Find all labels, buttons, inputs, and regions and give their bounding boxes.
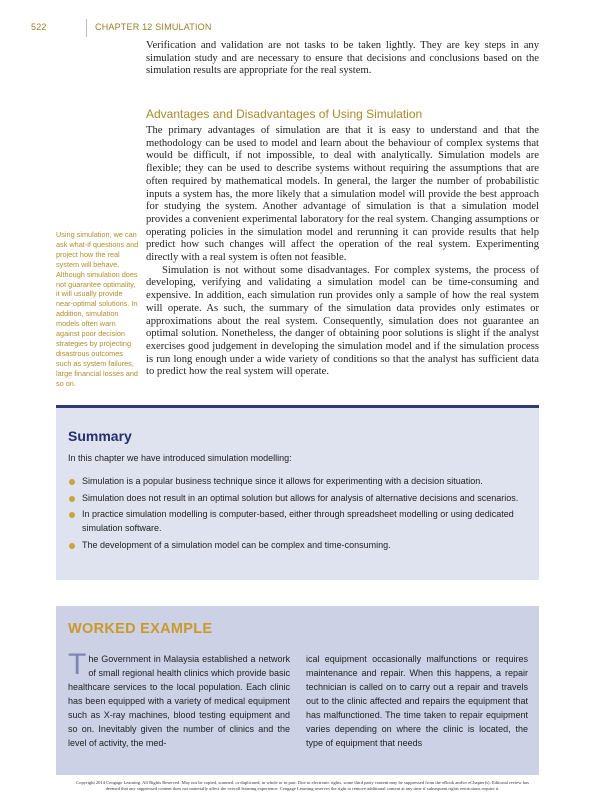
header-divider	[86, 19, 87, 37]
worked-example-column-1	[68, 648, 290, 750]
summary-item	[68, 492, 528, 506]
intro-paragraph-block	[146, 40, 539, 78]
worked-example-text-1: he Government in Malaysia established a network of small regional health clinics which provide basic healthcare services to the local population. Each clinic has been equipped with a variety of medical equipment such as X-ray machines, blood testing equipment and so on. Inevitably given the number of clinics and the level of activity, the med-	[68, 654, 290, 748]
summary-item	[68, 539, 528, 553]
summary-list	[68, 475, 528, 556]
worked-example-box	[56, 606, 539, 775]
section-heading: Advantages and Disadvantages of Using Simulation	[146, 107, 423, 121]
intro-paragraph: Verification and validation are not tasks to be taken lightly. They are key steps in any simulation study and are necessary to ensure that decisions and conclusions based on the simulation results are appropriate for the real system.	[146, 40, 539, 77]
bullet-icon	[69, 543, 75, 549]
footer-line-2: deemed that any suppressed content does not materially affect the overall learning experience. Cengage Learning reserves the right to remove additional content at any time if subsequent rights restrictions require it.	[105, 786, 500, 791]
worked-example-title: WORKED EXAMPLE	[68, 621, 213, 637]
drop-cap: T	[68, 648, 87, 681]
summary-title: Summary	[68, 428, 132, 444]
summary-item-text: In practice simulation modelling is computer-based, either through spreadsheet modelling or using dedicated simulation software.	[82, 509, 514, 534]
margin-note: Using simulation, we can ask what-if questions and project how the real system will behave. Although simulation does not guarantee optimality, it will usually provide near-optimal solutions. In addition, simulation models often warn against poor decision strategies by projecting disastrous outcomes such as system failures, large financial losses and so on.	[56, 230, 139, 388]
page-number: 522	[31, 22, 47, 32]
summary-box	[56, 405, 539, 580]
bullet-icon	[69, 479, 75, 485]
summary-item	[68, 508, 528, 535]
summary-item-text: Simulation does not result in an optimal solution but allows for analysis of alternative decisions and scenarios.	[82, 492, 519, 503]
running-header	[31, 22, 600, 36]
chapter-title: CHAPTER 12 SIMULATION	[95, 22, 212, 32]
bullet-icon	[69, 496, 75, 502]
summary-intro: In this chapter we have introduced simulation modelling:	[68, 453, 292, 463]
summary-item	[68, 475, 528, 489]
body-text	[146, 125, 539, 379]
copyright-footer	[30, 780, 575, 792]
summary-item-text: The development of a simulation model can be complex and time-consuming.	[82, 539, 391, 550]
summary-item-text: Simulation is a popular business technique since it allows for experimenting with a decision situation.	[82, 476, 483, 486]
paragraph-disadvantages: Simulation is not without some disadvantages. For complex systems, the process of developing, verifying and validating a simulation model can be time-consuming and expensive. In addition, each simulation run provides only a sample of how the real system will operate. As such, the summary of the simulation data provides only estimates or approximations about the real system. Consequently, simulation does not guarantee an optimal solution. Nonetheless, the danger of obtaining poor solutions is slight if the analyst exercises good judgement in developing the simulation model and if the simulation process is run long enough under a wide variety of conditions so that the analyst has sufficient data to predict how the real system will operate.	[146, 264, 539, 378]
worked-example-column-2: ical equipment occasionally malfunctions or requires maintenance and repair. When this happens, a repair technician is called on to carry out a repair and travels out to the clinic affected and repairs the equipment that has malfunctioned. The time taken to repair equipment varies depending on where the clinic is located, the type of equipment that needs	[306, 654, 528, 748]
bullet-icon	[69, 512, 75, 518]
footer-line-1: Copyright 2014 Cengage Learning. All Rights Reserved. May not be copied, scanned, or duplicated, in whole or in part. Due to electronic rights, some third party content may be suppressed from the eBook and/or eChapter(s). Editorial review has	[76, 780, 529, 785]
paragraph-advantages: The primary advantages of simulation are that it is easy to understand and that the methodology can be used to model and learn about the behaviour of complex systems that would be difficult, if not impossible, to deal with analytically. Simulation models are flexible; they can be used to describe systems without requiring the assumptions that are often required by mathematical models. In general, the larger the number of probabilistic inputs a system has, the more likely that a simulation model will provide the best approach for studying the system. Another advantage of simulation is that a simulation model provides a convenient experimental laboratory for the real system. Changing assumptions or operating policies in the simulation model and rerunning it can provide results that help predict how such changes will affect the operation of the real system. Experimenting directly with a real system is often not feasible.	[146, 125, 539, 264]
